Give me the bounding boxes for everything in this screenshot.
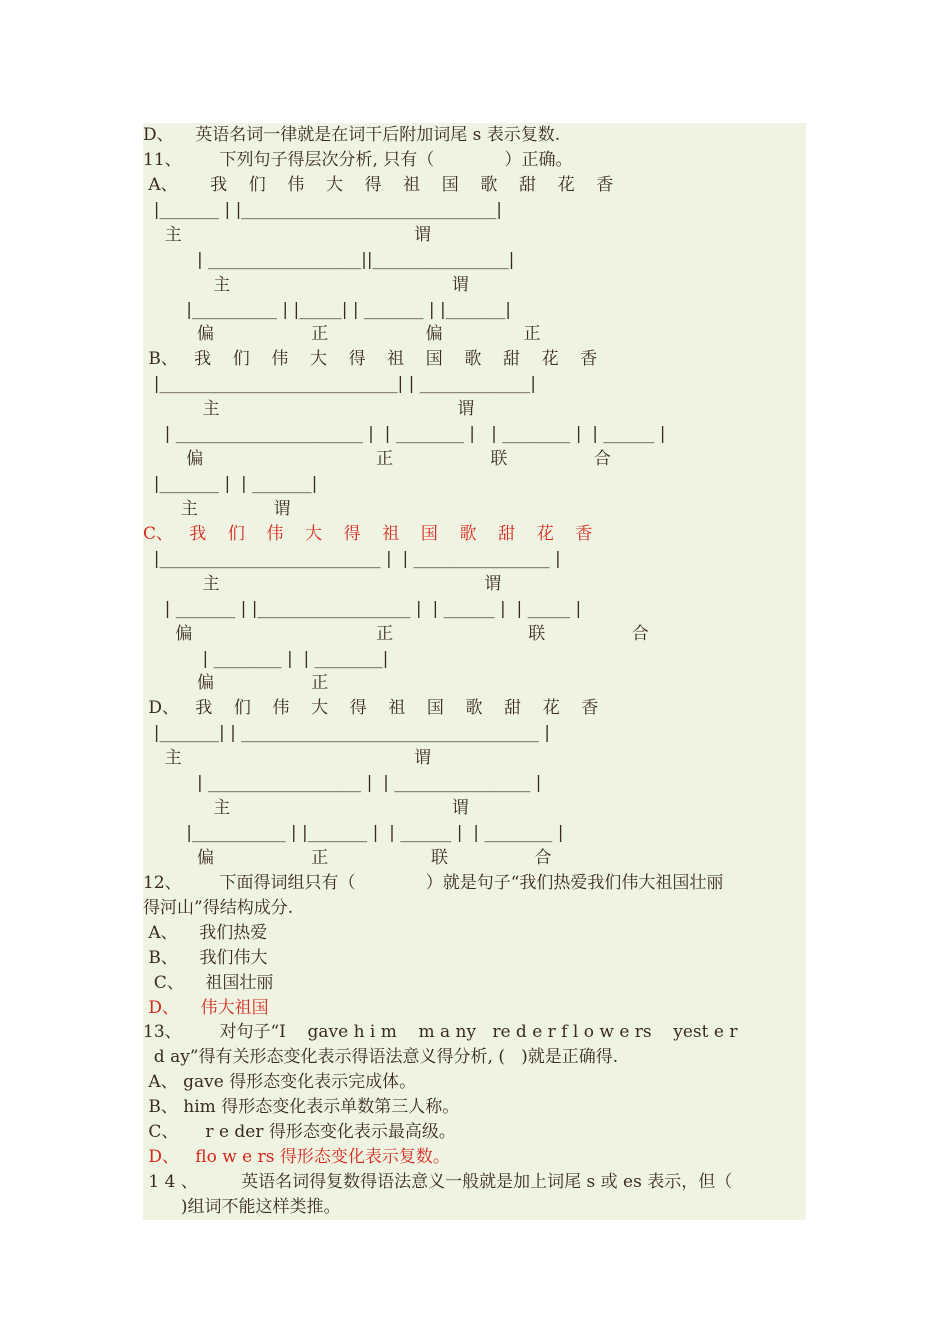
text-line: |__________________________ | | ________________ | — [143, 548, 561, 569]
text-line: |_______| | ___________________________________ | — [143, 723, 550, 744]
text-line: 13、 对句子“I gave h i m m a ny re d e r f l o w e rs yest e r — [143, 1022, 738, 1043]
text-line: 主 谓 — [143, 224, 431, 245]
text-line: 主 谓 — [143, 573, 502, 594]
text-line: d ay”得有关形态变化表示得语法意义得分析, ( )就是正确得. — [143, 1047, 619, 1068]
text-line: 主 谓 — [143, 399, 475, 420]
text-line: B、 我 们 伟 大 得 祖 国 歌 甜 花 香 — [143, 349, 598, 370]
text-line: 偏 正 偏 正 — [143, 324, 541, 345]
text-line: B、 我们伟大 — [143, 947, 268, 968]
text-line: 12、 下面得词组只有（ ）就是句子“我们热爱我们伟大祖国壮丽 — [143, 872, 724, 893]
text-line: C、 r e der 得形态变化表示最高级。 — [143, 1122, 456, 1143]
text-line: A、 gave 得形态变化表示完成体。 — [143, 1072, 417, 1093]
text-line: D、 英语名词一律就是在词干后附加词尾 s 表示复数. — [143, 125, 561, 145]
text-line: 偏 正 联 合 — [143, 623, 649, 644]
text-line: 偏 正 联 合 — [143, 847, 552, 868]
text-line: 11、 下列句子得层次分析, 只有（ ）正确。 — [143, 149, 573, 170]
text-line: | __________________ | | ________________ | — [143, 773, 542, 794]
text-line: | ________ | | ________| — [143, 648, 389, 669]
text-line: 主 谓 — [143, 748, 431, 769]
text-line: | ______________________ | | ________ | | ________ | | ______ | — [143, 424, 666, 445]
text-line: |___________ | |_______ | | ______ | | ________ | — [143, 823, 564, 844]
text-line: 主 谓 — [143, 498, 291, 519]
text-line: 偏 正 — [143, 673, 329, 694]
text-line: | __________________||________________| — [143, 249, 515, 270]
text-line: D、 flo w e rs 得形态变化表示复数。 — [143, 1147, 450, 1168]
text-line: 1 4 、 英语名词得复数得语法意义一般就是加上词尾 s 或 es 表示，但（ — [143, 1172, 733, 1193]
text-line: |__________ | |_____| | _______ | |_______| — [143, 299, 511, 320]
text-line: 主 谓 — [143, 798, 469, 819]
text-line: | _______ | |__________________ | | ______ | | _____ | — [143, 598, 582, 619]
text-line: A、 我 们 伟 大 得 祖 国 歌 甜 花 香 — [143, 174, 614, 195]
text-line: D、 我 们 伟 大 得 祖 国 歌 甜 花 香 — [143, 698, 599, 719]
text-line: |_______ | | _______| — [143, 474, 318, 495]
document-page — [143, 123, 806, 1220]
text-line: 得河山”得结构成分. — [143, 897, 294, 918]
text-line: C、 我 们 伟 大 得 祖 国 歌 甜 花 香 — [143, 523, 593, 544]
text-line: |____________________________| | _____________| — [143, 374, 537, 395]
text-line: 主 谓 — [143, 274, 469, 295]
text-line: |_______ | |______________________________| — [143, 199, 503, 220]
text-line: D、 伟大祖国 — [143, 997, 269, 1018]
text-line: 偏 正 联 合 — [143, 449, 611, 470]
text-line: C、 祖国壮丽 — [143, 972, 274, 993]
text-line: A、 我们热爱 — [143, 922, 268, 943]
text-line: B、 him 得形态变化表示单数第三人称。 — [143, 1097, 460, 1118]
text-line: )组词不能这样类推。 — [143, 1196, 341, 1217]
